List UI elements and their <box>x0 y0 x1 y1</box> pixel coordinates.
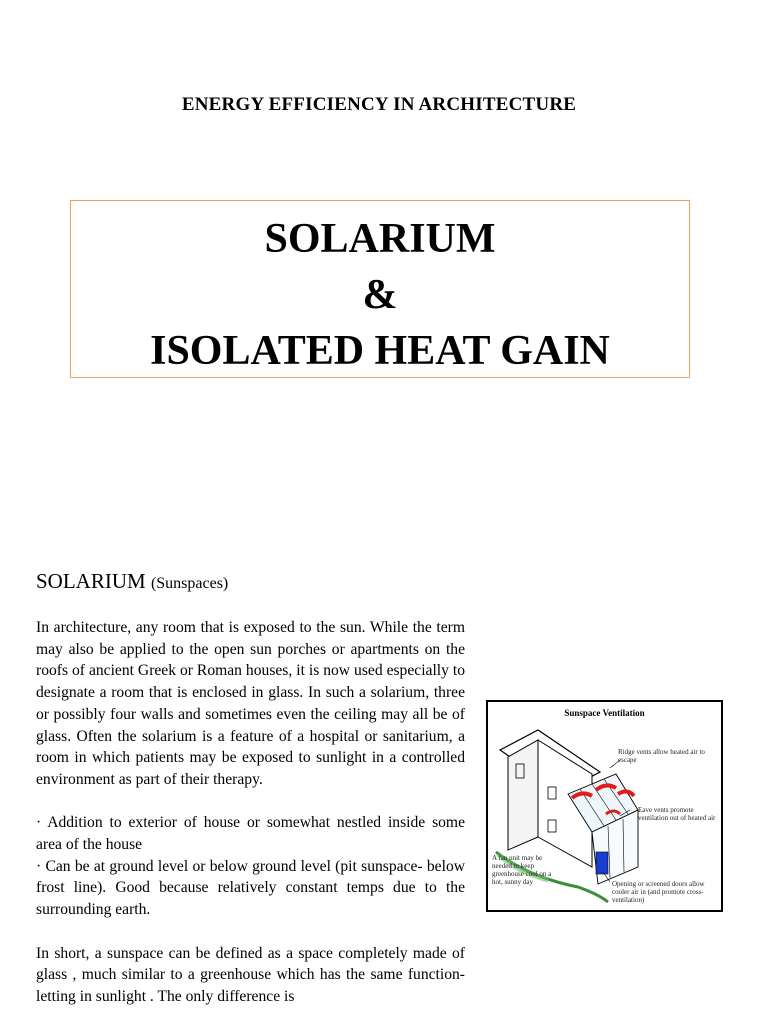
label-eave-vents: Eave vents promote ventilation out of heated air <box>638 806 716 822</box>
section-subheading: (Sunspaces) <box>150 575 229 592</box>
title-line-3: ISOLATED HEAT GAIN <box>150 328 610 374</box>
figure-title: Sunspace Ventilation <box>564 708 645 718</box>
document-header: ENERGY EFFICIENCY IN ARCHITECTURE <box>181 94 577 115</box>
label-fan-unit: A fan unit may be needed to keep greenhouse cool on a hot, sunny day <box>492 854 552 886</box>
sunspace-ventilation-figure <box>486 700 723 912</box>
body-text <box>36 617 465 1008</box>
bullet-ground-level: · Can be at ground level or below ground level (pit sunspace- below frost line). Good because relatively constant temps due to the surrounding earth. <box>36 857 465 919</box>
title-box <box>70 200 690 378</box>
title-line-2: & <box>362 272 398 318</box>
label-opening-doors: Opening or screened doors allow cooler air in (and promote cross-ventilation) <box>612 880 705 904</box>
section-heading-text: SOLARIUM <box>36 569 146 593</box>
paragraph-intro: In architecture, any room that is exposed to the sun. While the term may also be applied to the open sun porches or apartments on the roofs of ancient Greek or Roman houses, it is now used especially to designate a room that is enclosed in glass. In such a solarium, three or possibly four walls and sometimes even the ceiling may all be of glass. Often the solarium is a feature of a hospital or sanitarium, a room in which patients may be exposed to sunlight in a controlled environment as part of their therapy. <box>36 619 465 788</box>
title-line-1: SOLARIUM <box>264 216 496 262</box>
paragraph-summary: In short, a sunspace can be defined as a space completely made of glass , much similar to a greenhouse which has the same function-letting in sunlight . The only difference is <box>36 944 465 1005</box>
label-ridge-vents: Ridge vents allow heated air to escape <box>618 748 705 764</box>
bullet-addition: · Addition to exterior of house or somewhat nestled inside some area of the house <box>36 814 465 854</box>
section-heading <box>36 569 228 594</box>
